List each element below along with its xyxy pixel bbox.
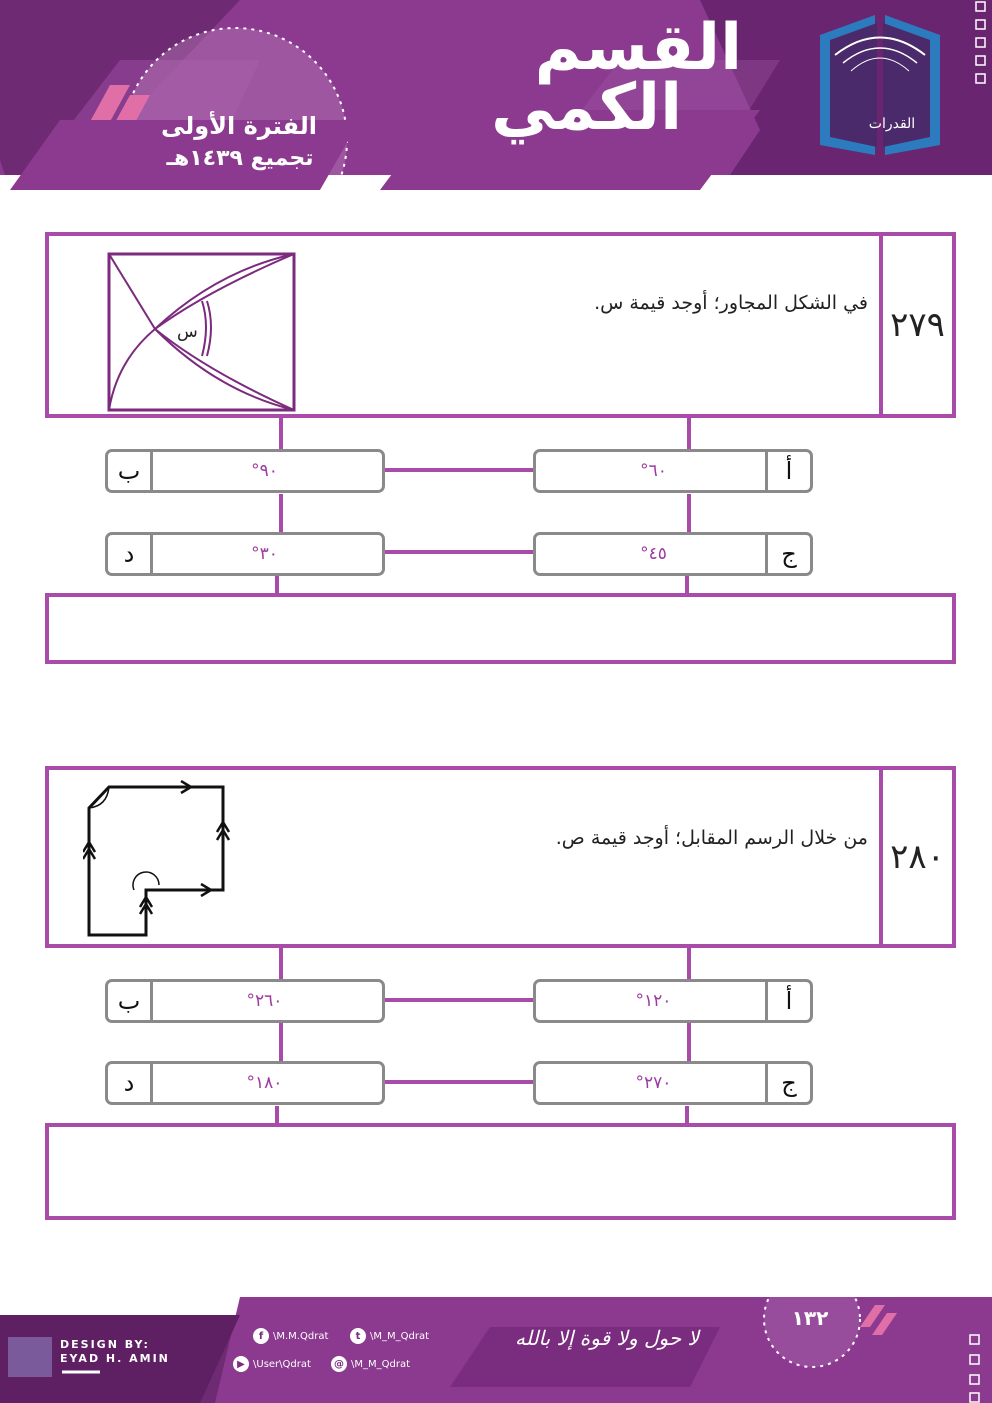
connector (687, 948, 691, 979)
connector (687, 418, 691, 450)
option-value: ٦٠° (640, 461, 667, 481)
option-value: ٢٧٠° (635, 1073, 672, 1093)
facebook-icon: f (253, 1328, 269, 1344)
option-b[interactable] (105, 449, 385, 493)
instagram-icon: @ (331, 1356, 347, 1372)
page-number: ١٣٢ (791, 1306, 829, 1330)
period-title: الفترة الأولى (160, 112, 318, 140)
connector (687, 494, 691, 532)
angle-figure (107, 251, 297, 413)
figure-label: س (177, 322, 198, 342)
page-header (0, 0, 992, 190)
question-text: في الشكل المجاور؛ أوجد قيمة س. (594, 292, 868, 314)
option-value: ٩٠° (251, 461, 278, 481)
designer-credit (60, 1338, 170, 1366)
connector (275, 1106, 279, 1124)
option-value: ٣٠° (251, 544, 278, 564)
option-b[interactable] (105, 979, 385, 1023)
option-value: ٢٦٠° (246, 991, 283, 1011)
option-a[interactable] (533, 449, 813, 493)
option-letter: ب (108, 452, 153, 490)
option-c[interactable] (533, 532, 813, 576)
question-text: من خلال الرسم المقابل؛ أوجد قيمة ص. (555, 827, 868, 849)
option-letter: أ (765, 982, 810, 1020)
option-d[interactable] (105, 532, 385, 576)
option-letter: د (108, 535, 153, 573)
question-280-box (45, 766, 956, 948)
connector (279, 948, 283, 979)
page-title (491, 11, 742, 145)
logo-text: القدرات (868, 116, 916, 132)
instagram-link[interactable] (331, 1356, 410, 1372)
calligraphy-text: لا حول ولا قوة إلا بالله (515, 1326, 699, 1350)
connector (687, 1023, 691, 1062)
option-letter: د (108, 1064, 153, 1102)
twitter-icon: t (350, 1328, 366, 1344)
option-letter: ج (765, 1064, 810, 1102)
connector (384, 1080, 534, 1084)
side-squares (970, 0, 990, 90)
option-letter: ب (108, 982, 153, 1020)
option-value: ١٨٠° (246, 1073, 283, 1093)
question-279-box (45, 232, 956, 418)
youtube-handle: \User\Qdrat (253, 1358, 311, 1370)
facebook-link[interactable] (253, 1328, 328, 1344)
question-number: ٢٧٩ (879, 236, 952, 414)
option-c[interactable] (533, 1061, 813, 1105)
youtube-link[interactable] (233, 1356, 311, 1372)
design-label: DESIGN BY: (60, 1338, 150, 1351)
connector (279, 494, 283, 532)
option-value: ١٢٠° (635, 991, 672, 1011)
question-number: ٢٨٠ (879, 770, 952, 944)
book-logo-icon (815, 15, 945, 160)
twitter-handle: \M_M_Qdrat (370, 1330, 430, 1342)
connector (384, 998, 534, 1002)
connector (279, 418, 283, 450)
option-letter: أ (765, 452, 810, 490)
facebook-handle: \M.M.Qdrat (273, 1330, 329, 1342)
twitter-link[interactable] (350, 1328, 429, 1344)
title-line-1: القسم (534, 11, 742, 85)
connector (685, 576, 689, 594)
period-subtitle: تجميع ١٤٣٩هـ (166, 146, 314, 171)
answer-box[interactable] (45, 1123, 956, 1220)
answer-box[interactable] (45, 593, 956, 664)
connector (384, 468, 534, 472)
connector (685, 1106, 689, 1124)
connector (384, 550, 534, 554)
title-line-2: الكمي (491, 71, 682, 145)
designer-name: EYAD H. AMIN (60, 1352, 170, 1365)
option-d[interactable] (105, 1061, 385, 1105)
option-letter: ج (765, 535, 810, 573)
youtube-icon: ▶ (233, 1356, 249, 1372)
instagram-handle: \M_M_Qdrat (351, 1358, 411, 1370)
option-a[interactable] (533, 979, 813, 1023)
polygon-figure (83, 780, 233, 940)
connector (279, 1023, 283, 1062)
connector (275, 576, 279, 594)
option-value: ٤٥° (640, 544, 667, 564)
